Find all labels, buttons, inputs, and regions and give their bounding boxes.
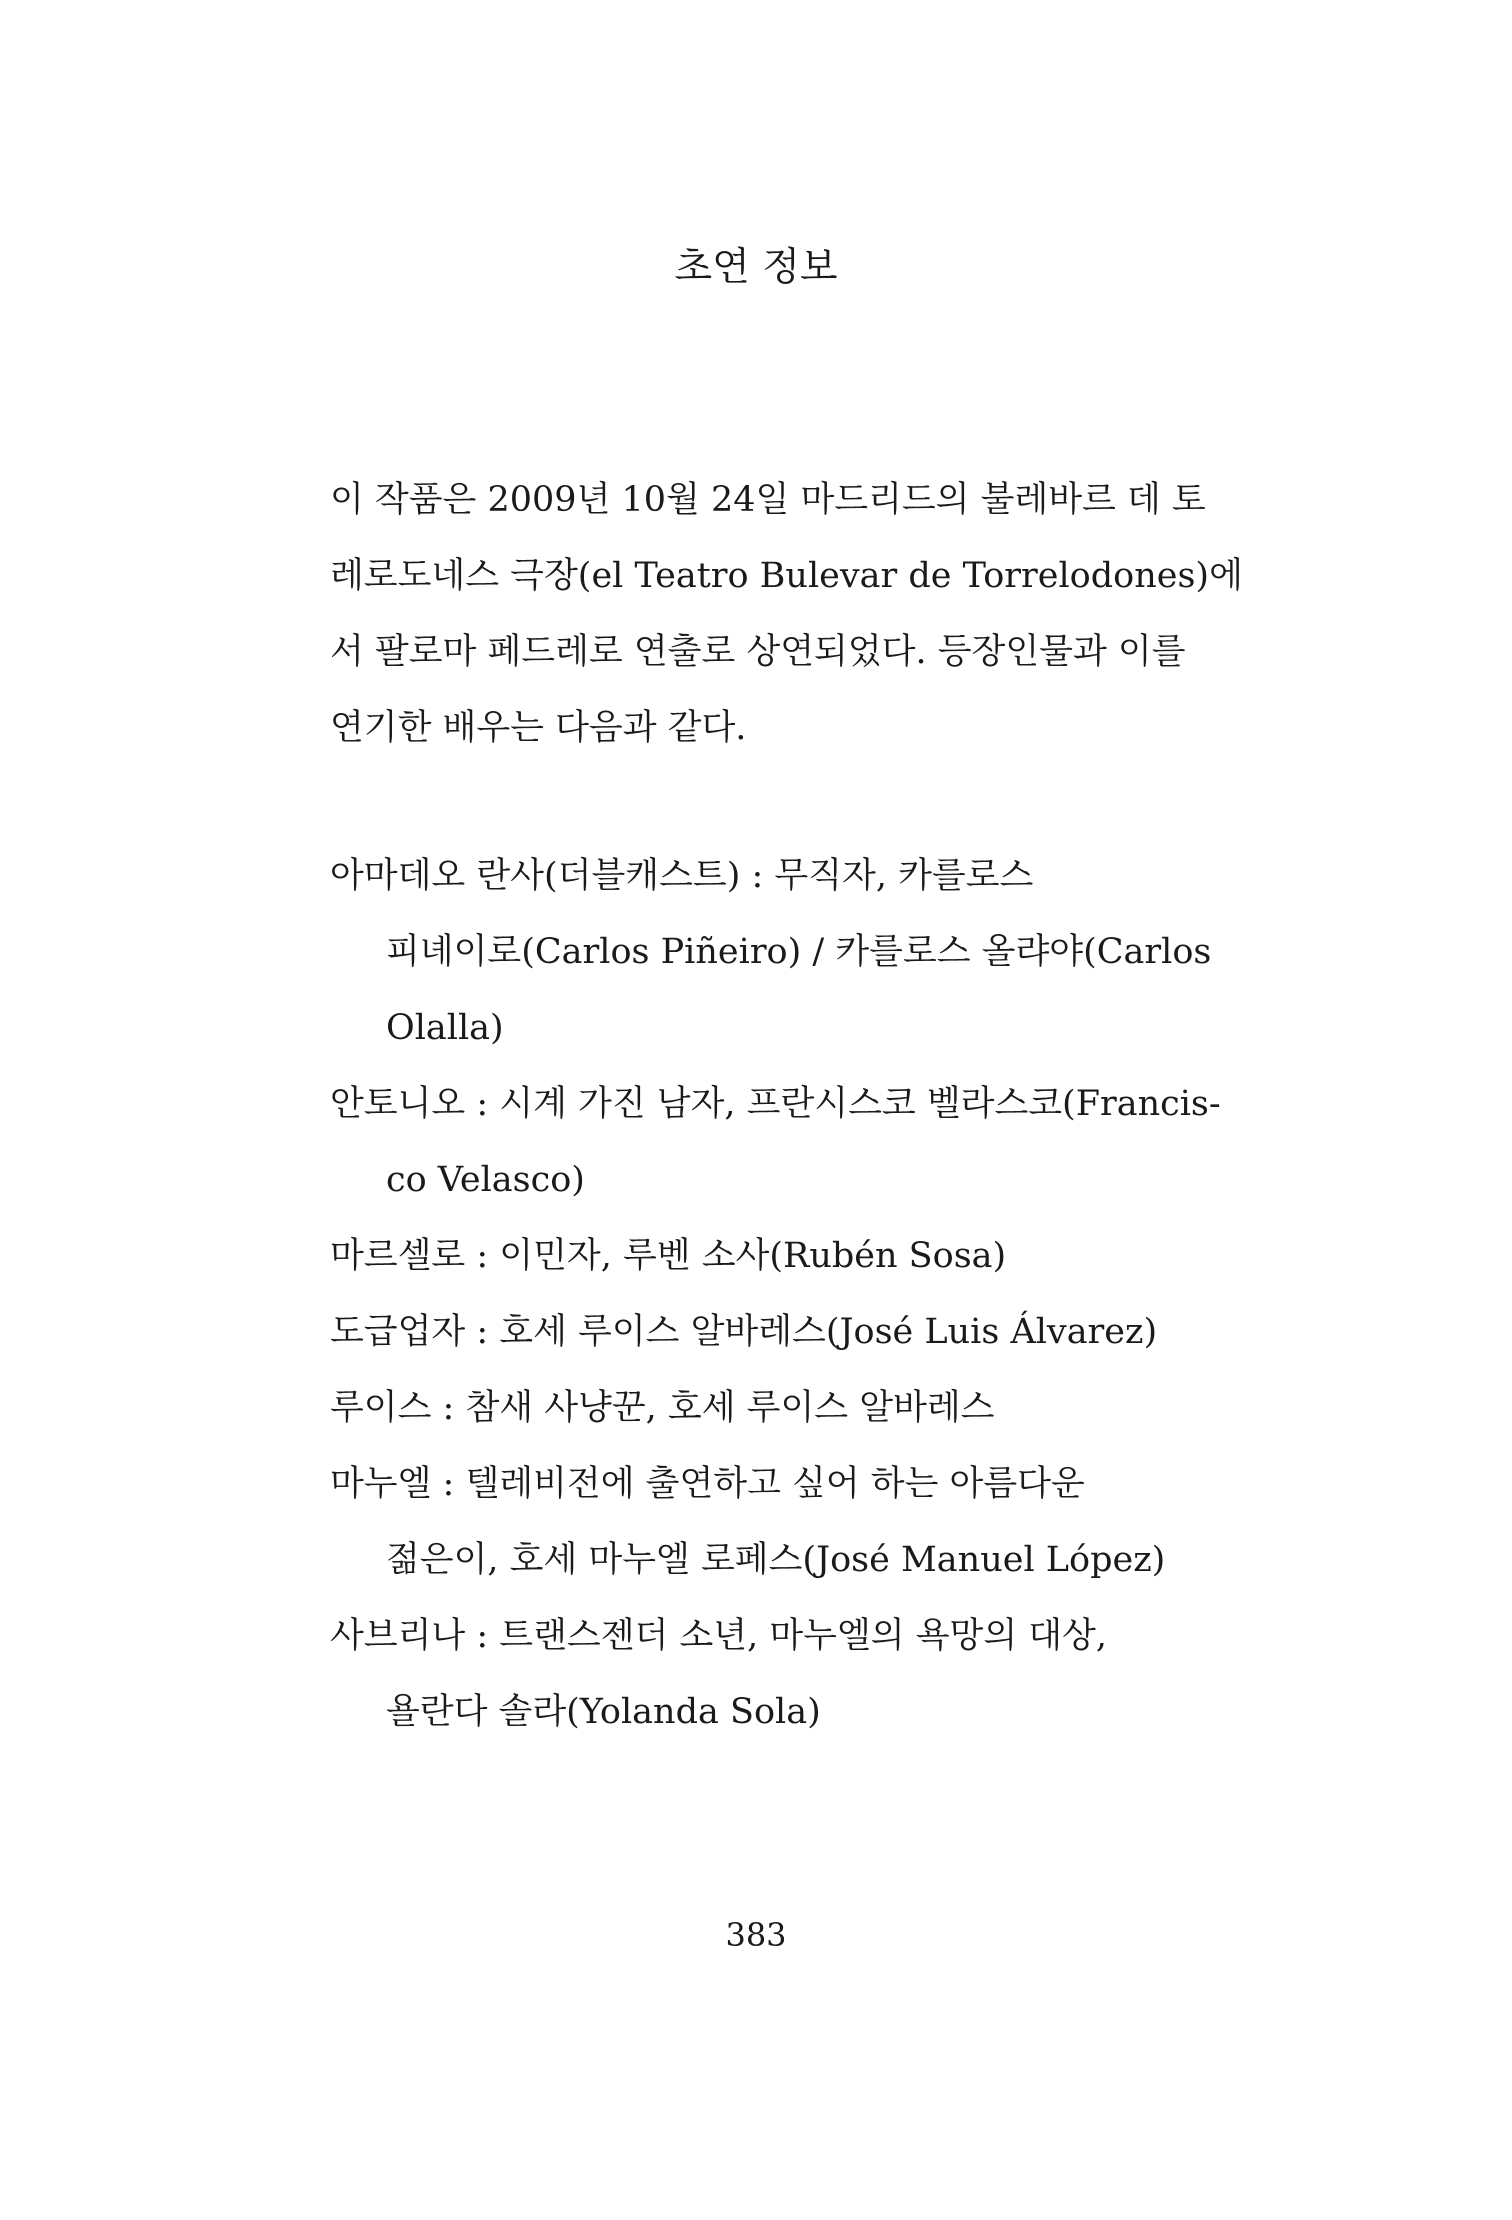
cast-line: 사브리나 : 트랜스젠더 소년, 마누엘의 욕망의 대상, xyxy=(330,1616,1107,1656)
cast-line-continuation: 욜란다 솔라(Yolanda Sola) xyxy=(386,1692,821,1732)
cast-entry-antonio xyxy=(330,1066,1280,1218)
cast-line-continuation: Olalla) xyxy=(386,1008,504,1048)
intro-paragraph xyxy=(330,462,1270,766)
cast-entry-luis xyxy=(330,1370,1280,1446)
cast-entry-contractor xyxy=(330,1294,1280,1370)
cast-line: 마르셀로 : 이민자, 루벤 소사(Rubén Sosa) xyxy=(330,1236,1007,1276)
page-title: 초연 정보 xyxy=(674,245,838,290)
cast-line-continuation: 피녜이로(Carlos Piñeiro) / 카를로스 올랴야(Carlos xyxy=(386,932,1212,972)
page-number: 383 xyxy=(725,1916,787,1954)
cast-list xyxy=(330,838,1280,1750)
cast-entry-amadeo xyxy=(330,838,1280,1066)
intro-line: 레로도네스 극장(el Teatro Bulevar de Torrelodones)에 xyxy=(330,556,1243,596)
cast-entry-manuel xyxy=(330,1446,1280,1598)
cast-line: 도급업자 : 호세 루이스 알바레스(José Luis Álvarez) xyxy=(330,1312,1158,1352)
cast-entry-marcelo xyxy=(330,1218,1280,1294)
cast-line: 마누엘 : 텔레비전에 출연하고 싶어 하는 아름다운 xyxy=(330,1464,1085,1504)
intro-line: 이 작품은 2009년 10월 24일 마드리드의 불레바르 데 토 xyxy=(330,480,1206,520)
cast-line-continuation: co Velasco) xyxy=(386,1160,585,1200)
cast-line-continuation: 젊은이, 호세 마누엘 로페스(José Manuel López) xyxy=(386,1540,1166,1580)
cast-line: 아마데오 란사(더블캐스트) : 무직자, 카를로스 xyxy=(330,856,1034,896)
cast-line: 루이스 : 참새 사냥꾼, 호세 루이스 알바레스 xyxy=(330,1388,995,1428)
cast-line: 안토니오 : 시계 가진 남자, 프란시스코 벨라스코(Francis- xyxy=(330,1084,1221,1124)
intro-line: 연기한 배우는 다음과 같다. xyxy=(330,708,747,748)
cast-entry-sabrina xyxy=(330,1598,1280,1750)
intro-line: 서 팔로마 페드레로 연출로 상연되었다. 등장인물과 이를 xyxy=(330,632,1186,672)
